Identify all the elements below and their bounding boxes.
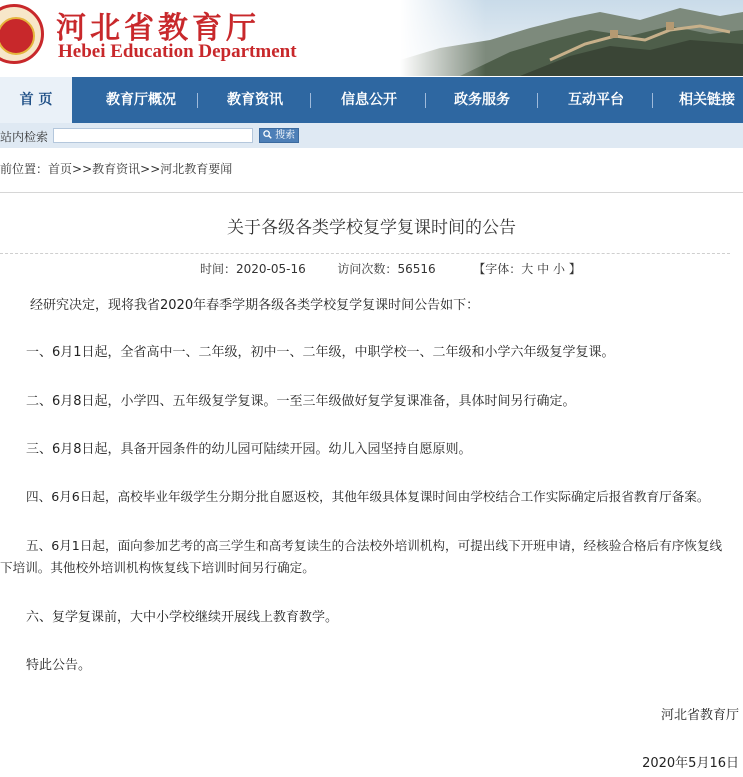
article-title: 关于各级各类学校复学复课时间的公告 [227, 218, 516, 238]
article-paragraph [0, 486, 740, 508]
site-header [0, 0, 743, 76]
font-size-bracket: 】 [568, 262, 581, 276]
paragraph-text: 一、6月1日起，全省高中一、二年级，初中一、二年级，中职学校一、二年级和小学六年级复学复课。 [26, 345, 615, 360]
paragraph-text: 六、复学复课前，大中小学校继续开展线上教育教学。 [26, 610, 339, 625]
nav-related-links[interactable]: 相关链接 [679, 92, 735, 108]
site-title-en: Hebei Education Department [58, 41, 297, 62]
article-paragraph [0, 535, 740, 579]
nav-department-overview[interactable]: 教育厅概况 [106, 92, 176, 108]
breadcrumb-home-link[interactable]: 首页 [48, 162, 73, 176]
search-button-label: 搜索 [275, 130, 296, 141]
paragraph-text: 二、6月8日起，小学四、五年级复学复课。一至三年级做好复学复课准备，具体时间另行确定。 [26, 394, 576, 409]
nav-separator [537, 93, 538, 108]
article-paragraph [0, 295, 740, 317]
paragraph-text: 下培训。其他校外培训机构恢复线下培训时间另行确定。 [0, 560, 315, 575]
nav-home[interactable]: 首 页 [0, 77, 72, 123]
search-button[interactable] [259, 128, 299, 143]
publish-date: 2020-05-16 [236, 262, 306, 276]
nav-government-services[interactable]: 政务服务 [454, 92, 510, 108]
visit-count: 56516 [397, 262, 436, 276]
breadcrumb-prefix: 前位置： [0, 162, 49, 176]
font-size-label: 【字体： [473, 262, 522, 276]
divider-dashed [0, 253, 730, 254]
breadcrumb-hebei-news-link[interactable]: 河北教育要闻 [160, 162, 233, 176]
time-label: 时间： [200, 262, 237, 276]
nav-education-news[interactable]: 教育资讯 [227, 92, 283, 108]
nav-separator [310, 93, 311, 108]
main-nav [0, 77, 743, 123]
nav-separator [652, 93, 653, 108]
breadcrumb-separator: >> [72, 162, 93, 176]
signature-organization: 河北省教育厅 [660, 708, 739, 723]
article-paragraph [0, 391, 740, 413]
article-paragraph [0, 439, 740, 461]
search-label: 站内检索 [0, 130, 49, 144]
logo-seal-icon [0, 4, 44, 64]
font-size-large[interactable]: 大 [521, 262, 534, 276]
visits-label: 访问次数： [337, 262, 398, 276]
search-input[interactable] [53, 128, 253, 143]
nav-separator [425, 93, 426, 108]
search-icon [263, 130, 272, 139]
signature-date: 2020年5月16日 [642, 756, 739, 771]
article-paragraph [0, 342, 740, 364]
font-size-medium[interactable]: 中 [537, 262, 550, 276]
search-bar [0, 123, 743, 148]
great-wall-banner-image [400, 0, 743, 76]
site-title-cn: 河北省教育厅 [56, 11, 260, 46]
font-size-small[interactable]: 小 [552, 262, 565, 276]
nav-interactive-platform[interactable]: 互动平台 [568, 92, 624, 108]
nav-information-disclosure[interactable]: 信息公开 [341, 92, 397, 108]
paragraph-text: 四、6月6日起，高校毕业年级学生分期分批自愿返校，其他年级具体复课时间由学校结合工作实际确定后报省教育厅备案。 [26, 489, 710, 504]
divider [0, 192, 743, 193]
paragraph-text: 五、6月1日起，面向参加艺考的高三学生和高考复读生的合法校外培训机构，可提出线下开班申请，经核验合格后有序恢复线 [26, 538, 723, 553]
nav-separator [197, 93, 198, 108]
breadcrumb-news-link[interactable]: 教育资讯 [92, 162, 141, 176]
article-paragraph [0, 607, 740, 629]
breadcrumb-separator: >> [140, 162, 161, 176]
paragraph-text: 三、6月8日起，具备开园条件的幼儿园可陆续开园。幼儿入园坚持自愿原则。 [26, 442, 472, 457]
paragraph-text: 特此公告。 [26, 658, 92, 673]
paragraph-text: 经研究决定，现将我省2020年春季学期各级各类学校复学复课时间公告如下： [30, 298, 480, 313]
article-meta [200, 260, 581, 277]
breadcrumb [0, 160, 232, 177]
article-paragraph [0, 655, 740, 677]
